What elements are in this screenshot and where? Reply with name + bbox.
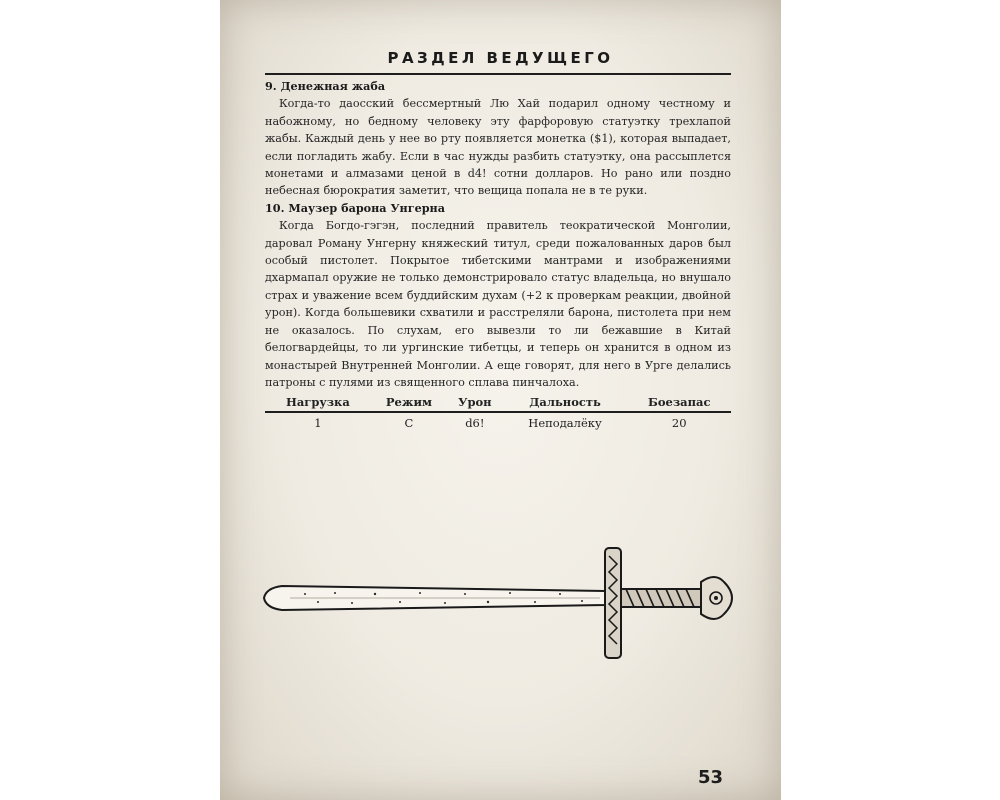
item-heading-mauser: 10. Маузер барона Унгерна <box>265 200 445 215</box>
table-cell: Неподалёку <box>528 416 602 430</box>
item-body-money-toad: Когда-то даосский бессмертный Лю Хай подарил одному честному и набожному, но бедному человеку эту фарфоровую статуэтку трехлапой жабы. Каждый день у нее во рту появляется монетка ($1), которая выпадает, если погладить жабу. Если в час нужды разбить статуэтку, она рассыплется монетами и алмазами ценой в d4! сотни долларов. Но рано или поздно небесная бюрократия заметит, что вещица попала не в те руки. <box>265 97 731 198</box>
header-rule <box>265 73 731 75</box>
page-body-text <box>265 78 731 391</box>
table-cell: 1 <box>314 416 322 430</box>
table-header-row <box>265 395 731 412</box>
item-heading-money-toad: 9. Денежная жаба <box>265 79 386 93</box>
table-cell: С <box>404 416 414 430</box>
weapon-stats-table <box>265 395 731 431</box>
table-header-cell: Режим <box>371 395 447 412</box>
table-header-cell: Боезапас <box>627 395 731 412</box>
table-cell: 20 <box>671 416 687 430</box>
sword-illustration <box>260 538 740 668</box>
section-title: РАЗДЕЛ ВЕДУЩЕГО <box>387 49 614 67</box>
item-body-mauser: Когда Богдо-гэгэн, последний правитель теократической Монголии, даровал Роману Унгерну княжеский титул, среди пожалованных даров был особый пистолет. Покрытое тибетскими мантрами и изображениями дхармапал оружие не только демонстрировало статус владельца, но внушало страх и уважение всем буддийским духам (+2 к проверкам реакции, двойной урон). Когда большевики схватили и расстреляли барона, пистолета при нем не оказалось. По слухам, его вывезли то ли бежавшие в Китай белогвардейцы, то ли ургинские тибетцы, и теперь он хранится в одном из монастырей Внутренней Монголии. А еще говорят, для него в Урге делались патроны с пулями из священного сплава пинчалоха. <box>265 219 731 389</box>
table-header-cell: Нагрузка <box>265 395 371 412</box>
table-header-cell: Дальность <box>503 395 628 412</box>
page-number: 53 <box>697 767 723 788</box>
table-header-cell: Урон <box>447 395 502 412</box>
table-cell: d6! <box>465 416 485 430</box>
sword-crossguard <box>605 548 621 658</box>
book-page <box>220 0 781 800</box>
table-row <box>265 412 731 431</box>
